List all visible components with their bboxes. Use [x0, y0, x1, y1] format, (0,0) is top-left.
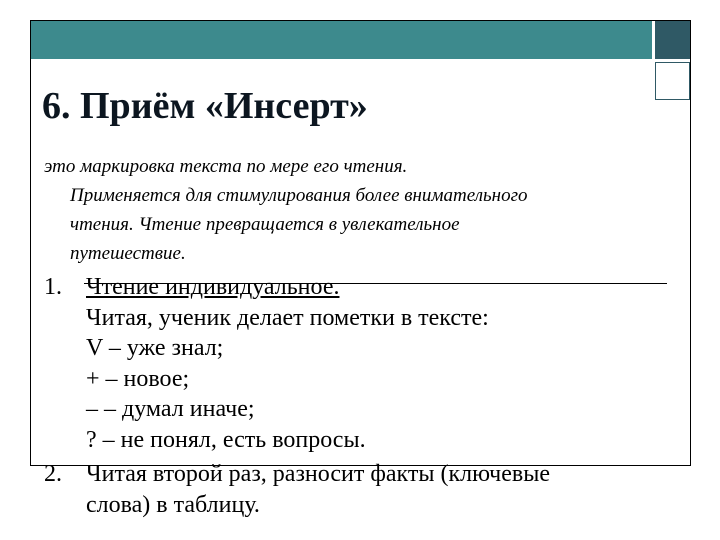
list-number: 2.: [44, 461, 62, 487]
intro-line: это маркировка текста по мере его чтения.: [44, 156, 408, 177]
list-item-line: – – думал иначе;: [86, 396, 255, 422]
list-item-line: + – новое;: [86, 365, 190, 392]
slide-title: 6. Приём «Инсерт»: [42, 85, 368, 127]
list-item: [44, 459, 704, 520]
intro-paragraph: [44, 152, 684, 268]
intro-line: чтения. Чтение превращается в увлекательное: [70, 214, 460, 235]
intro-line: путешествие.: [70, 243, 186, 264]
intro-line: Применяется для стимулирования более внимательного: [70, 185, 528, 206]
list-item-line: V – уже знал;: [86, 335, 224, 361]
list-item-line: Читая второй раз, разносит факты (ключевые: [86, 461, 550, 487]
decor-square-filled: [655, 21, 690, 59]
list-item-line: Читая, ученик делает пометки в тексте:: [86, 304, 489, 331]
list-item-line: ? – не понял, есть вопросы.: [86, 426, 366, 453]
numbered-list: [44, 272, 704, 520]
list-number: 1.: [44, 274, 62, 300]
header-band: [31, 21, 652, 59]
list-item-heading: Чтение индивидуальное.: [86, 274, 340, 300]
decor-square-outline: [655, 62, 690, 100]
list-item-line: слова) в таблицу.: [86, 491, 260, 518]
list-item: [44, 272, 704, 455]
